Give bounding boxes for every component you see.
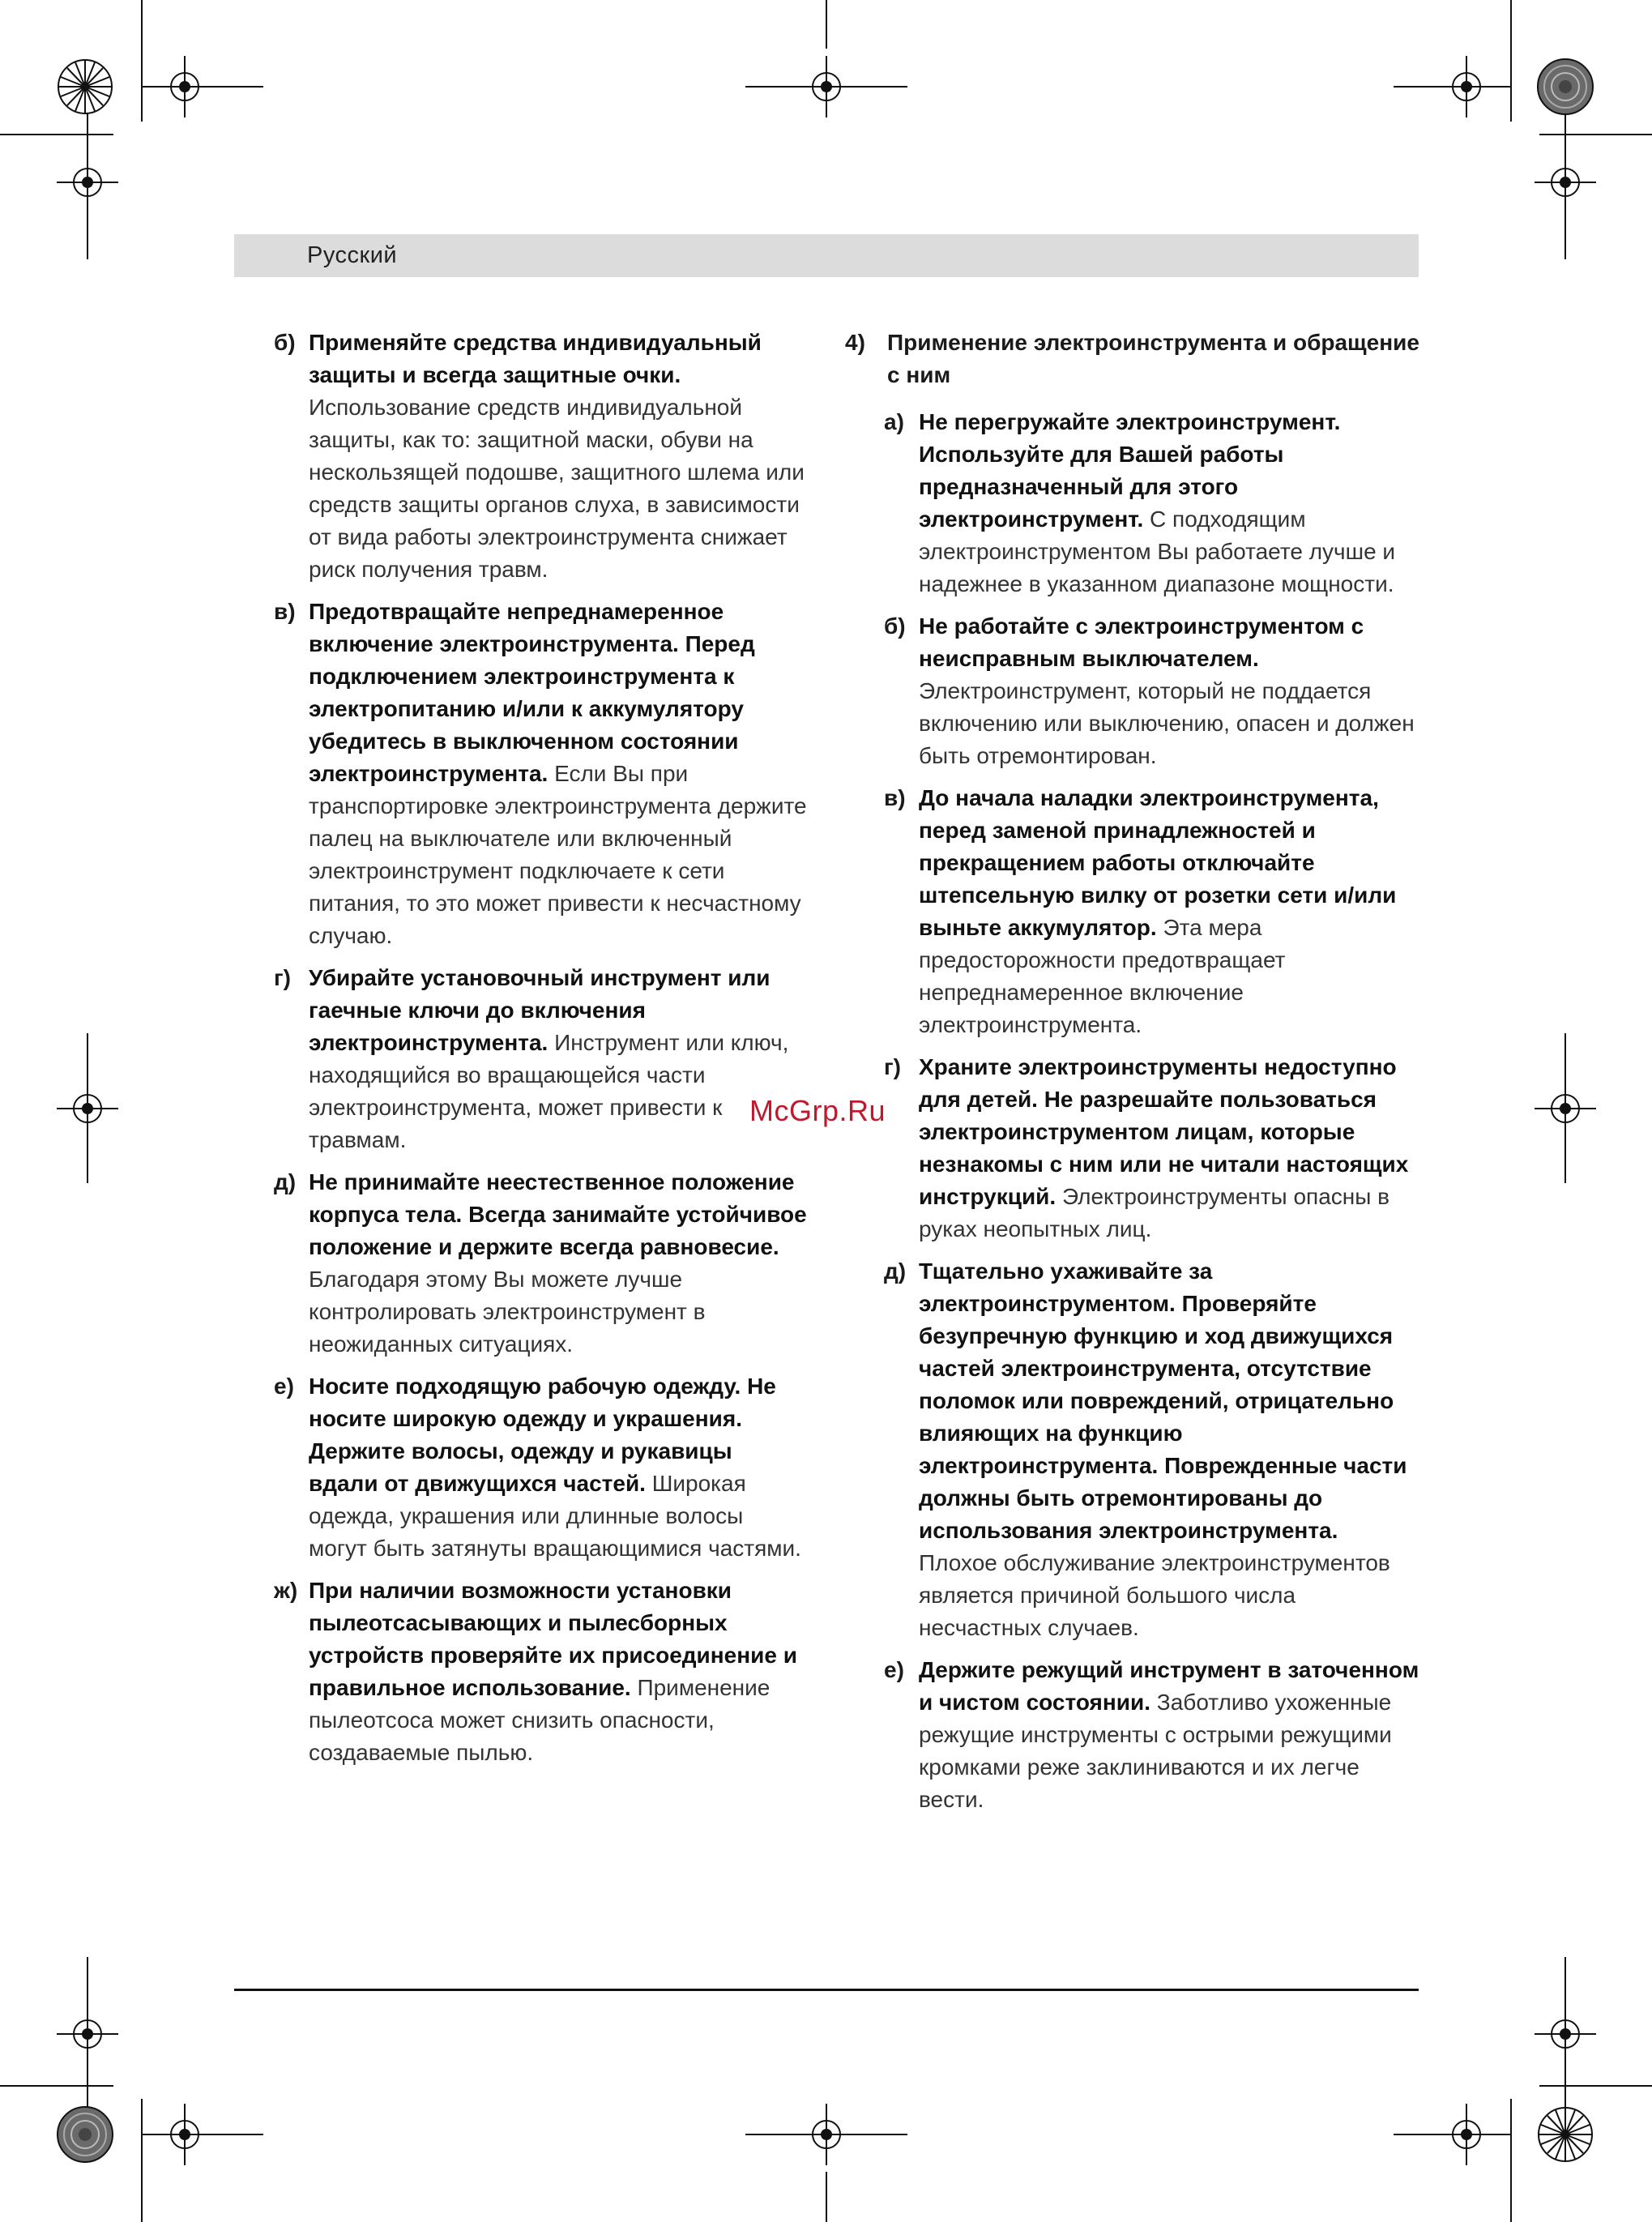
section-number: 4) — [845, 330, 865, 355]
item-marker: а) — [884, 409, 904, 434]
item-marker: г) — [274, 965, 291, 990]
item-text: Плохое обслуживание электроинструментов является причиной большого числа несчастных случаев. — [919, 1550, 1390, 1640]
item-bold-text: До начала наладки электроинструмента, перед заменой принадлежностей и прекращением работы отключайте штепсельную вилку от розетки сети и/или выньте аккумулятор. — [919, 785, 1397, 940]
item-text: Электроинструменты опасны в руках неопытных лиц. — [919, 1184, 1390, 1241]
item-text: Широкая одежда, украшения или длинные волосы могут быть затянуты вращающимися частями. — [309, 1471, 801, 1561]
item-marker: е) — [274, 1374, 294, 1399]
item-text: Электроинструмент, который не поддается включению или выключению, опасен и должен быть отремонтирован. — [919, 678, 1415, 768]
item-bold-text: Не работайте с электроинструментом с неисправным выключателем. — [919, 613, 1364, 671]
item-text: Инструмент или ключ, находящийся во вращающейся части электроинструмента, может привести к травмам. — [309, 1030, 789, 1152]
item-bold-text: Носите подходящую рабочую одежду. Не носите широкую одежду и украшения. Держите волосы, одежду и рукавицы вдали от движущихся частей. — [309, 1374, 776, 1496]
list-item — [274, 1370, 807, 1565]
section-title: Применение электроинструмента и обращение с ним — [887, 330, 1419, 387]
left-column — [274, 327, 807, 1779]
item-text: С подходящим электроинструментом Вы работаете лучше и надежнее в указанном диапазоне мощности. — [919, 506, 1396, 596]
list-item — [884, 406, 1422, 600]
item-bold-text: Не принимайте неестественное положение корпуса тела. Всегда занимайте устойчивое положение и держите всегда равновесие. — [309, 1169, 807, 1259]
watermark: McGrp.Ru — [749, 1094, 886, 1127]
list-item — [884, 610, 1422, 772]
item-text: Благодаря этому Вы можете лучше контролировать электроинструмент в неожиданных ситуациях. — [309, 1267, 706, 1357]
list-item — [884, 782, 1422, 1041]
item-text: Использование средств индивидуальной защиты, как то: защитной маски, обуви на нескользящей подошве, защитного шлема или средств защиты органов слуха, в зависимости от вида работы электроинструмента снижает риск получения травм. — [309, 395, 805, 582]
list-item — [274, 962, 807, 1156]
item-bold-text: Применяйте средства индивидуальный защиты и всегда защитные очки. — [309, 330, 762, 387]
footer-rule — [234, 1989, 1419, 1991]
language-label: Русский — [307, 242, 398, 268]
section-heading — [845, 327, 1422, 391]
item-bold-text: Тщательно ухаживайте за электроинструментом. Проверяйте безупречную функцию и ход движущихся частей электроинструмента, отсутствие поломок или повреждений, отрицательно влияющих на функцию электроинструмента. Поврежденные части должны быть отремонтированы до использования электроинструмента. — [919, 1258, 1407, 1543]
registration-disc-bottom-left — [58, 2107, 113, 2162]
list-item — [274, 327, 807, 586]
page-header — [234, 234, 1419, 277]
item-text: Применение пылеотсоса может снизить опасности, создаваемые пылью. — [309, 1675, 771, 1765]
section-items — [884, 406, 1422, 1816]
item-marker: в) — [274, 599, 296, 624]
item-text: Эта мера предосторожности предотвращает непреднамеренное включение электроинструмента. — [919, 915, 1286, 1037]
item-marker: е) — [884, 1657, 904, 1682]
item-marker: б) — [884, 613, 906, 639]
item-marker: д) — [274, 1169, 297, 1194]
registration-disc-top-right — [1538, 59, 1593, 114]
registration-star-bottom-right — [1539, 2108, 1592, 2161]
item-bold-text: Храните электроинструменты недоступно для детей. Не разрешайте пользоваться электроинструментом лицам, которые незнакомы с ним или не читали настоящих инструкций. — [919, 1054, 1409, 1209]
item-bold-text: При наличии возможности установки пылеотсасывающих и пылесборных устройств проверяйте их присоединение и правильное использование. — [309, 1578, 797, 1700]
list-item — [274, 596, 807, 952]
item-bold-text: Предотвращайте непреднамеренное включение электроинструмента. Перед подключением электроинструмента к электропитанию и/или к аккумулятору убедитесь в выключенном состоянии электроинструмента. — [309, 599, 755, 786]
item-marker: в) — [884, 785, 906, 810]
list-item — [884, 1051, 1422, 1246]
list-item — [884, 1255, 1422, 1644]
item-text: Если Вы при транспортировке электроинструмента держите палец на выключателе или включенный электроинструмент подключаете к сети питания, то это может привести к несчастному случаю. — [309, 761, 807, 948]
registration-star-top-left — [58, 60, 112, 113]
item-bold-text: Держите режущий инструмент в заточенном и чистом состоянии. — [919, 1657, 1419, 1715]
item-marker: б) — [274, 330, 296, 355]
item-bold-text: Убирайте установочный инструмент или гаечные ключи до включения электроинструмента. — [309, 965, 771, 1055]
item-marker: г) — [884, 1054, 901, 1079]
item-bold-text: Не перегружайте электроинструмент. Используйте для Вашей работы предназначенный для этого электроинструмент. — [919, 409, 1341, 532]
list-item — [274, 1575, 807, 1769]
item-text: Заботливо ухоженные режущие инструменты с острыми режущими кромками реже заклиниваются и их легче вести. — [919, 1690, 1392, 1812]
list-item — [274, 1166, 807, 1361]
list-item — [884, 1654, 1422, 1816]
right-column — [845, 327, 1422, 1826]
item-marker: ж) — [274, 1578, 298, 1603]
item-marker: д) — [884, 1258, 907, 1284]
